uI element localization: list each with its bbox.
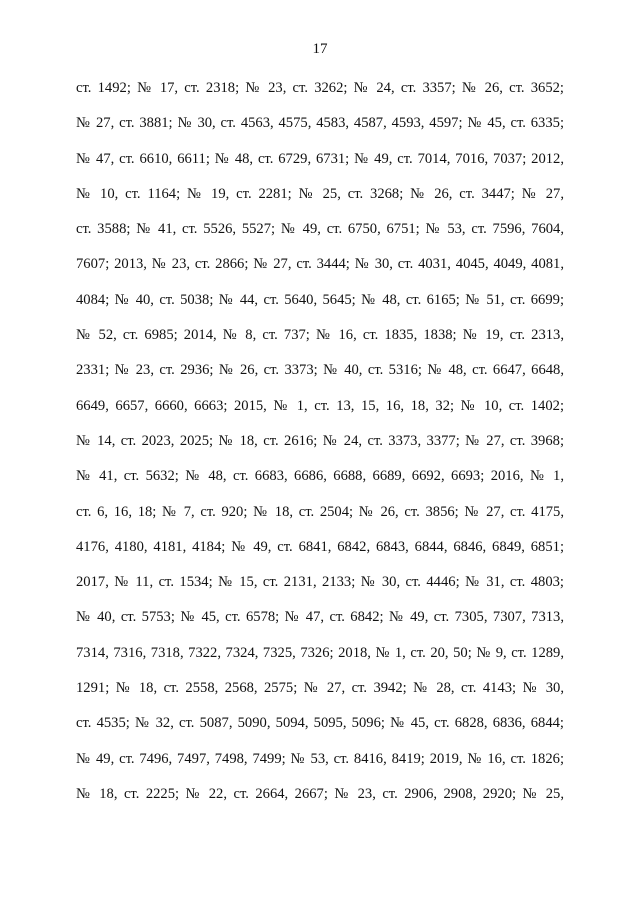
- text-line: № 41, ст. 5632; № 48, ст. 6683, 6686, 6688, 6689, 6692, 6693; 2016, № 1,: [76, 468, 564, 485]
- page-number: 17: [312, 41, 328, 57]
- text-line: № 10, ст. 1164; № 19, ст. 2281; № 25, ст. 3268; № 26, ст. 3447; № 27,: [76, 185, 564, 202]
- text-line: № 40, ст. 5753; № 45, ст. 6578; № 47, ст. 6842; № 49, ст. 7305, 7307, 7313,: [76, 609, 564, 626]
- text-line: 7314, 7316, 7318, 7322, 7324, 7325, 7326; 2018, № 1, ст. 20, 50; № 9, ст. 1289,: [76, 644, 564, 661]
- text-line: ст. 3588; № 41, ст. 5526, 5527; № 49, ст. 6750, 6751; № 53, ст. 7596, 7604,: [76, 221, 564, 238]
- text-line: № 49, ст. 7496, 7497, 7498, 7499; № 53, ст. 8416, 8419; 2019, № 16, ст. 1826;: [76, 750, 564, 767]
- text-line: 4176, 4180, 4181, 4184; № 49, ст. 6841, 6842, 6843, 6844, 6846, 6849, 6851;: [76, 538, 564, 555]
- text-line: 1291; № 18, ст. 2558, 2568, 2575; № 27, ст. 3942; № 28, ст. 4143; № 30,: [76, 680, 564, 697]
- text-line: № 27, ст. 3881; № 30, ст. 4563, 4575, 4583, 4587, 4593, 4597; № 45, ст. 6335;: [76, 115, 564, 132]
- text-line: 7607; 2013, № 23, ст. 2866; № 27, ст. 3444; № 30, ст. 4031, 4045, 4049, 4081,: [76, 256, 564, 273]
- text-line: 6649, 6657, 6660, 6663; 2015, № 1, ст. 13, 15, 16, 18, 32; № 10, ст. 1402;: [76, 397, 564, 414]
- text-line: № 52, ст. 6985; 2014, № 8, ст. 737; № 16, ст. 1835, 1838; № 19, ст. 2313,: [76, 327, 564, 344]
- text-line: ст. 6, 16, 18; № 7, ст. 920; № 18, ст. 2504; № 26, ст. 3856; № 27, ст. 4175,: [76, 503, 564, 520]
- body-text: [76, 79, 564, 820]
- text-line: 2017, № 11, ст. 1534; № 15, ст. 2131, 2133; № 30, ст. 4446; № 31, ст. 4803;: [76, 574, 564, 591]
- text-line: ст. 1492; № 17, ст. 2318; № 23, ст. 3262; № 24, ст. 3357; № 26, ст. 3652;: [76, 80, 564, 96]
- text-line: ст. 4535; № 32, ст. 5087, 5090, 5094, 5095, 5096; № 45, ст. 6828, 6836, 6844;: [76, 715, 564, 732]
- text-line: № 47, ст. 6610, 6611; № 48, ст. 6729, 6731; № 49, ст. 7014, 7016, 7037; 2012,: [76, 150, 564, 167]
- text-line: 2331; № 23, ст. 2936; № 26, ст. 3373; № 40, ст. 5316; № 48, ст. 6647, 6648,: [76, 362, 564, 379]
- text-line: № 14, ст. 2023, 2025; № 18, ст. 2616; № 24, ст. 3373, 3377; № 27, ст. 3968;: [76, 432, 564, 449]
- text-line: 4084; № 40, ст. 5038; № 44, ст. 5640, 5645; № 48, ст. 6165; № 51, ст. 6699;: [76, 291, 564, 308]
- text-line: № 18, ст. 2225; № 22, ст. 2664, 2667; № 23, ст. 2906, 2908, 2920; № 25,: [76, 785, 564, 802]
